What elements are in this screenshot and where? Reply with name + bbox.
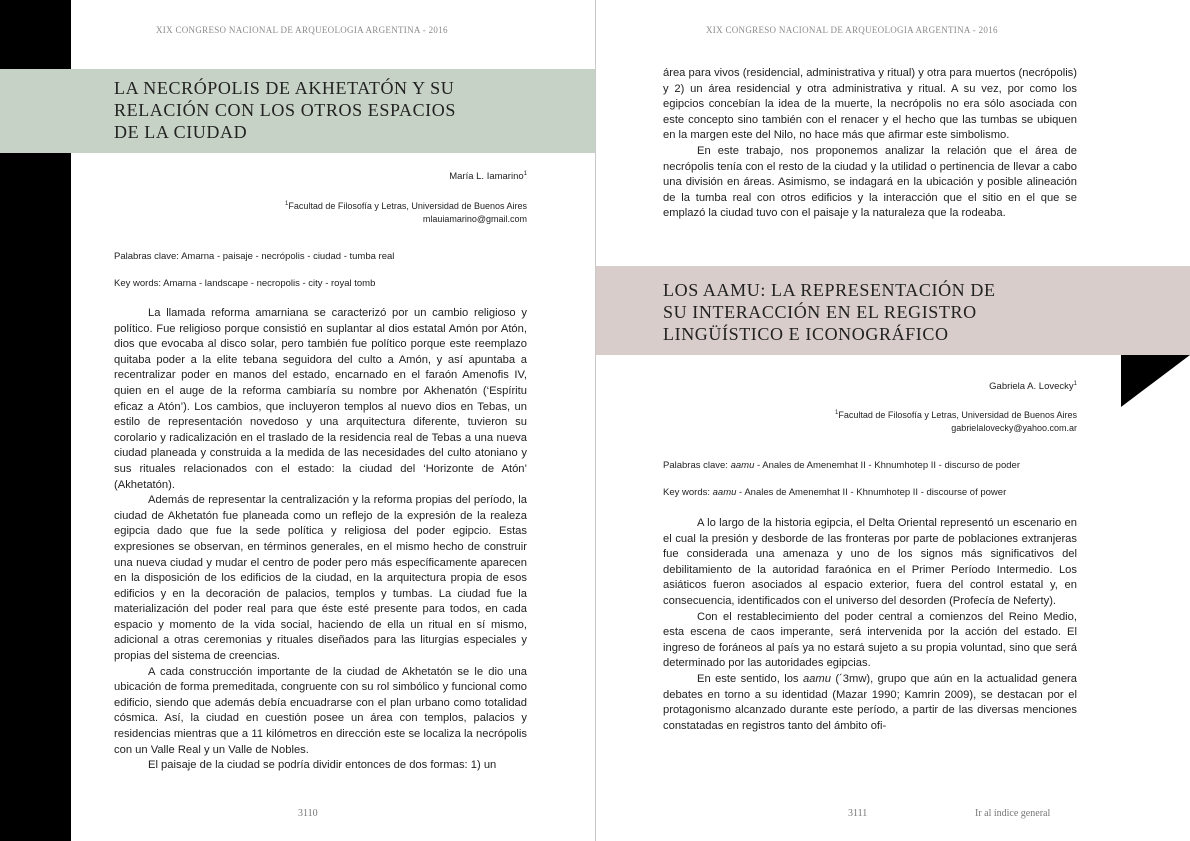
- affiliation-text: Facultad de Filosofía y Letras, Universidad de Buenos Aires: [838, 410, 1077, 420]
- paragraph: La llamada reforma amarniana se caracterizó por un cambio religioso y político. Fue religioso porque consistió en suplantar al dios estatal Amón por Atón, dios que evocaba al disco solar, pero también fue político porque este reemplazo quitaba poder a la elite tebana seguidora del culto a Amón, y así apuntaba a recentralizar poder en manos del estado, encarnado en el faraón Amenofis IV, quien en el auge de la reforma cambiaría su nombre por Akhenatón (‘Espíritu eficaz a Atón’). Los cambios, que incluyeron templos al nuevo dios en Tebas, un estilo de representación novedoso y una arquitectura diferente, tuvieron su corolario y radicalización en el traslado de la residencia real de Tebas a una nueva ciudad planeada y construida a la medida de las necesidades del culto atoniano y sus rituales relacionados con el estado: la ciudad del ‘Horizonte de Atón’ (Akhetatón).: [114, 307, 527, 491]
- index-link[interactable]: Ir al índice general: [975, 808, 1051, 819]
- paragraph: área para vivos (residencial, administrativa y ritual) y otra para muertos (necrópolis) y 2) un área residencial y otra administrativa y ritual. A su vez, por como los egipcios concebían la idea de la muerte, la necrópolis no era sólo asociada con este concepto sino también con el renacer y el hecho que las tumbas se ubiquen en la margen este del Nilo, no hace más que afirmar este simbolismo.: [663, 67, 1077, 142]
- title-line-3: LINGÜÍSTICO E ICONOGRÁFICO: [663, 324, 949, 344]
- title-line-1: LOS AAMU: LA REPRESENTACIÓN DE: [663, 280, 996, 300]
- author-sup: 1: [523, 171, 527, 177]
- affiliation-left: [127, 198, 527, 226]
- paragraph: A lo largo de la historia egipcia, el Delta Oriental representó un escenario en el cual la presión y desborde de las fronteras por parte de poblaciones extranjeras fue considerada una amenaza y uno de los signos más significativos del debilitamiento de la autoridad faraónica en el Primer Período Intermedio. Los asiáticos fueron asociados al espacio exterior, fuera del control estatal y, en consecuencia, identificados con el universo del desorden (Profecía de Neferty).: [663, 517, 1077, 607]
- paragraph: En este trabajo, nos proponemos analizar la relación que el área de necrópolis tenía con el resto de la ciudad y la utilidad o pertinencia de llevar a cabo una división en áreas. Asimismo, se indagará en la ubicación y posible alineación de la tumba real con otros edificios y la interacción que el sitio en el que se emplazó la ciudad tuvo con el paisaje y la naturaleza que la rodeaba.: [663, 144, 1077, 220]
- body-text-right-continued: [663, 66, 1077, 222]
- article-title-left: [114, 77, 554, 143]
- affiliation-text: Facultad de Filosofía y Letras, Universidad de Buenos Aires: [288, 201, 527, 211]
- author-right: [989, 381, 1077, 392]
- para-start: En este sentido, los: [697, 672, 803, 685]
- paragraph: Con el restablecimiento del poder central a comienzos del Reino Medio, esta escena de caos imperante, será intervenida por la acción del estado. El ingreso de foráneos al país ya no estará sujeto a su propia voluntad, sino que será determinado por las autoridades egipcias.: [663, 610, 1077, 670]
- title-line-1: LA NECRÓPOLIS DE AKHETATÓN Y SU: [114, 78, 455, 98]
- article-title-right: [663, 279, 1103, 345]
- page-spine: [595, 0, 596, 841]
- email-right: gabrielalovecky@yahoo.com.ar: [951, 423, 1077, 433]
- paragraph: A cada construcción importante de la ciudad de Akhetatón se le dio una ubicación de forma premeditada, congruente con su rol simbólico y funcional como edificio, siendo que además debía encuadrarse con el plan urbano como totalidad cósmica. Así, la ciudad en cuestión posee un área con templos, palacios y residencias mientras que a 11 kilómetros en dirección este se localiza la necrópolis con un Valle Real y un Valle de Nobles.: [114, 665, 527, 756]
- author-name: María L. Iamarino: [449, 171, 524, 183]
- affil-sup: 1: [835, 410, 839, 416]
- affil-sup: 1: [285, 201, 289, 207]
- kw-rest: - Anales de Amenemhat II - Khnumhotep II - discurso de poder: [754, 460, 1020, 471]
- kw-italic: aamu: [712, 487, 737, 498]
- paragraph: El paisaje de la ciudad se podría dividir entonces de dos formas: 1) un: [148, 759, 497, 772]
- title-line-2: SU INTERACCIÓN EN EL REGISTRO: [663, 302, 977, 322]
- keywords-en-left: Key words: Amarna - landscape - necropolis - city - royal tomb: [114, 278, 376, 289]
- author-sup: 1: [1073, 381, 1077, 387]
- page-number-left: 3110: [298, 808, 318, 819]
- email-left: mlauiamarino@gmail.com: [422, 214, 527, 224]
- paragraph: [663, 672, 1077, 734]
- affiliation-right: [677, 407, 1077, 435]
- running-header-left: XIX CONGRESO NACIONAL DE ARQUEOLOGIA ARGENTINA - 2016: [156, 25, 448, 35]
- body-text-right: [663, 516, 1077, 734]
- kw-label: Key words:: [663, 487, 713, 498]
- running-header-right: XIX CONGRESO NACIONAL DE ARQUEOLOGIA ARGENTINA - 2016: [706, 25, 998, 35]
- kw-rest: - Anales de Amenemhat II - Khnumhotep II - discourse of power: [736, 487, 1007, 498]
- paragraph: Además de representar la centralización y la reforma propias del período, la ciudad de Akhetatón fue planeada como un reflejo de la expresión de la realeza egipcia dado que fue la sede política y religiosa del poder egipcio. Estas expresiones se observan, en términos generales, en el mismo hecho de construir una nueva ciudad y mudar el centro de poder pero más específicamente aparecen en la disposición de los edificios de la ciudad, en la arquitectura propia de esos edificios y en la decoración de palacios, templos y tumbas. La ciudad fue la materialización del poder real para que éste esté presente para todos, en cada espacio y momento de la vida social, haciendo de ella un ritual en sí mismo, adicional a otras ceremonias y rituales diseñados para las liturgias especiales y propias del sistema de creencias.: [114, 494, 527, 663]
- para-italic: aamu: [802, 672, 831, 685]
- keywords-es-left: Palabras clave: Amarna - paisaje - necrópolis - ciudad - tumba real: [114, 251, 395, 262]
- corner-triangle-decoration: [1121, 355, 1190, 407]
- title-line-3: DE LA CIUDAD: [114, 122, 248, 142]
- keywords-es-right: [663, 460, 1020, 471]
- page-number-right: 3111: [848, 808, 868, 819]
- author-name: Gabriela A. Lovecky: [989, 381, 1074, 393]
- title-line-2: RELACIÓN CON LOS OTROS ESPACIOS: [114, 100, 456, 120]
- kw-italic: aamu: [730, 460, 755, 471]
- para-rest: (´3mw), grupo que aún en la actualidad genera debates en torno a su identidad (Mazar 1990; Kamrin 2009), se destacan por el protagonismo alcanzado durante este período, a partir de las diversas menciones constatadas en registros tanto del ámbito ofi-: [663, 672, 1077, 732]
- keywords-en-right: [663, 487, 1006, 498]
- body-text-left: [114, 306, 527, 774]
- author-left: [449, 171, 527, 182]
- kw-label: Palabras clave:: [663, 460, 731, 471]
